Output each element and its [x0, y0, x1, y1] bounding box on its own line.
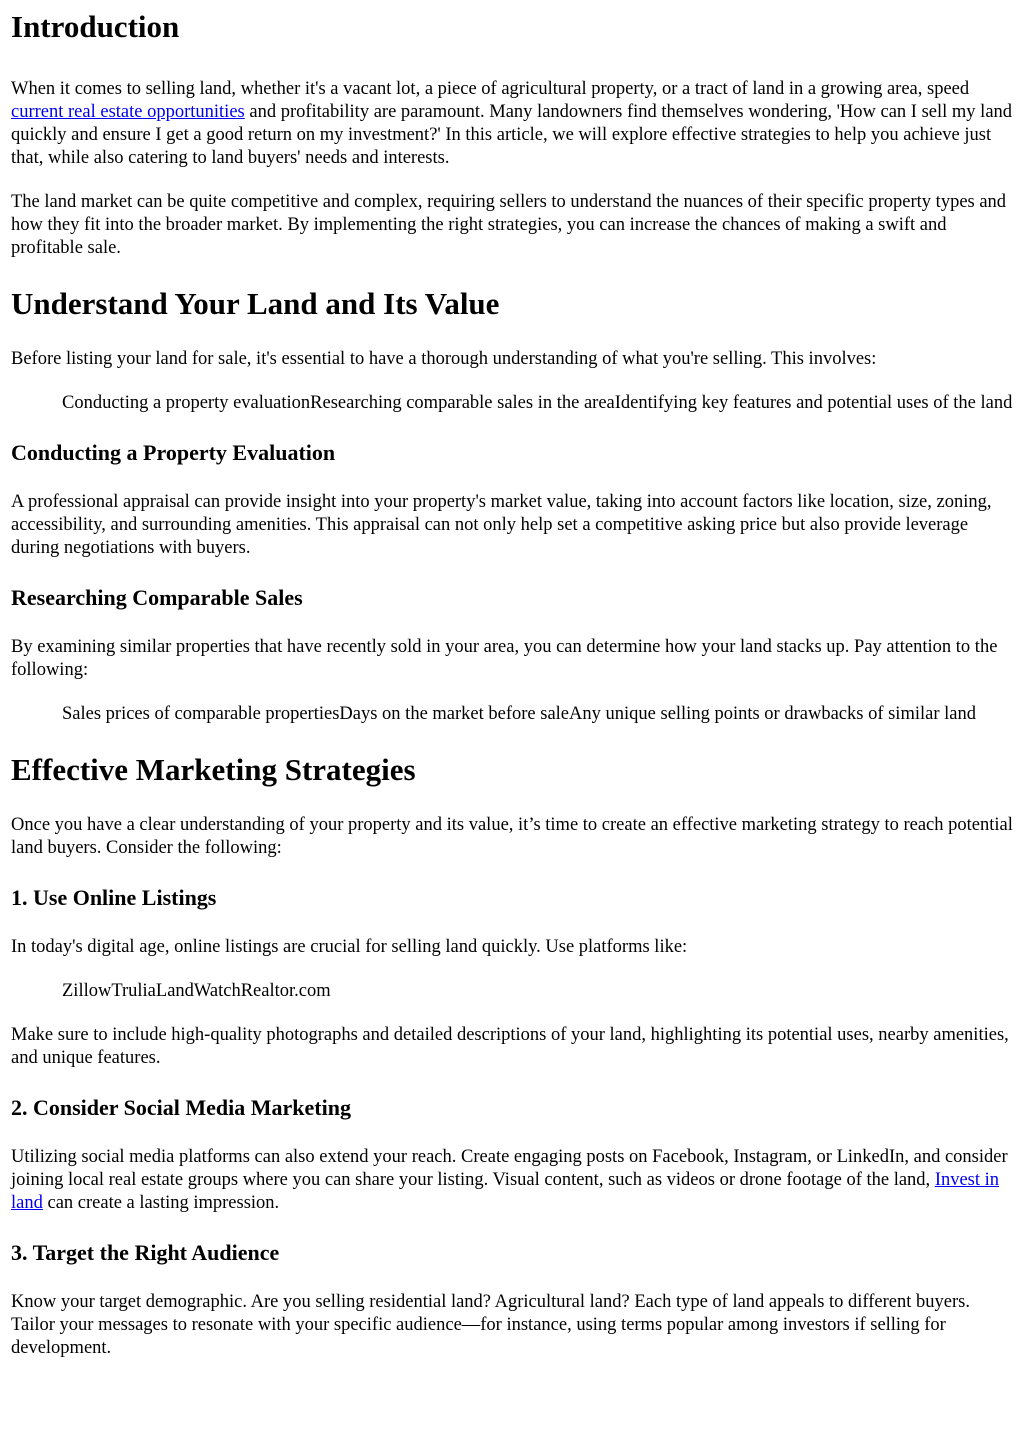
list-item: Researching comparable sales in the area	[310, 393, 615, 413]
social-paragraph-1	[11, 1146, 1014, 1215]
list-item: Days on the market before sale	[339, 704, 570, 724]
social-p1-after: can create a lasting impression.	[42, 1193, 280, 1213]
heading-social-media: 2. Consider Social Media Marketing	[11, 1095, 351, 1120]
link-invest-in-land[interactable]: Invest in land	[11, 1170, 1000, 1213]
article	[0, 8, 1024, 1360]
understand-paragraph-1: Before listing your land for sale, it's essential to have a thorough understanding of what you're selling. This involves:	[11, 349, 877, 369]
intro-p1-before: When it comes to selling land, whether it's a vacant lot, a piece of agricultural property, or a tract of land in a growing area, speed	[11, 79, 970, 99]
heading-online-listings: 1. Use Online Listings	[11, 885, 217, 910]
list-item: Identifying key features and potential uses of the land	[614, 393, 1013, 413]
heading-property-evaluation: Conducting a Property Evaluation	[11, 440, 336, 465]
list-item: Sales prices of comparable properties	[62, 704, 340, 724]
intro-p1-after: and profitability are paramount. Many landowners find themselves wondering, 'How can I sell my land quickly and ensure I get a good return on my investment?' In this article, we will explore effective strategies to help you achieve just that, while also catering to land buyers' needs and interests.	[11, 102, 1013, 168]
list-item: Zillow	[62, 981, 112, 1001]
list-item: LandWatch	[155, 981, 241, 1001]
heading-understand-your-land: Understand Your Land and Its Value	[11, 286, 500, 321]
intro-paragraph-2: The land market can be quite competitive and complex, requiring sellers to understand the nuances of their specific property types and how they fit into the broader market. By implementing the right strategies, you can increase the chances of making a swift and profitable sale.	[11, 192, 1007, 258]
online-paragraph-1: In today's digital age, online listings are crucial for selling land quickly. Use platforms like:	[11, 937, 688, 957]
audience-paragraph-1: Know your target demographic. Are you selling residential land? Agricultural land? Each type of land appeals to different buyers. Tailor your messages to resonate with your specific audience—for instance, using terms popular among investors if selling for development.	[11, 1292, 970, 1358]
list-item: Any unique selling points or drawbacks of similar land	[569, 704, 976, 724]
list-item: Conducting a property evaluation	[62, 393, 311, 413]
intro-paragraph-1	[11, 78, 1014, 170]
list-item: Realtor.com	[240, 981, 331, 1001]
understand-list	[11, 392, 1014, 415]
comparable-list	[11, 703, 1014, 726]
marketing-paragraph-1: Once you have a clear understanding of your property and its value, it’s time to create an effective marketing strategy to reach potential land buyers. Consider the following:	[11, 815, 1013, 858]
heading-target-audience: 3. Target the Right Audience	[11, 1240, 280, 1265]
social-p1-before: Utilizing social media platforms can also extend your reach. Create engaging posts on Facebook, Instagram, or LinkedIn, and consider joining local real estate groups where you can share your listing. Visual content, such as videos or drone footage of the land,	[11, 1147, 1008, 1190]
heading-effective-marketing: Effective Marketing Strategies	[11, 752, 416, 787]
platforms-list	[11, 980, 1014, 1003]
heading-comparable-sales: Researching Comparable Sales	[11, 585, 303, 610]
evaluation-paragraph-1: A professional appraisal can provide insight into your property's market value, taking into account factors like location, size, zoning, accessibility, and surrounding amenities. This appraisal can not only help set a competitive asking price but also provide leverage during negotiations with buyers.	[11, 492, 992, 558]
link-current-real-estate-opportunities[interactable]: current real estate opportunities	[11, 102, 245, 122]
list-item: Trulia	[111, 981, 156, 1001]
comparable-paragraph-1: By examining similar properties that have recently sold in your area, you can determine how your land stacks up. Pay attention to the following:	[11, 637, 998, 680]
heading-introduction: Introduction	[11, 9, 180, 44]
online-paragraph-2: Make sure to include high-quality photographs and detailed descriptions of your land, highlighting its potential uses, nearby amenities, and unique features.	[11, 1025, 1009, 1068]
